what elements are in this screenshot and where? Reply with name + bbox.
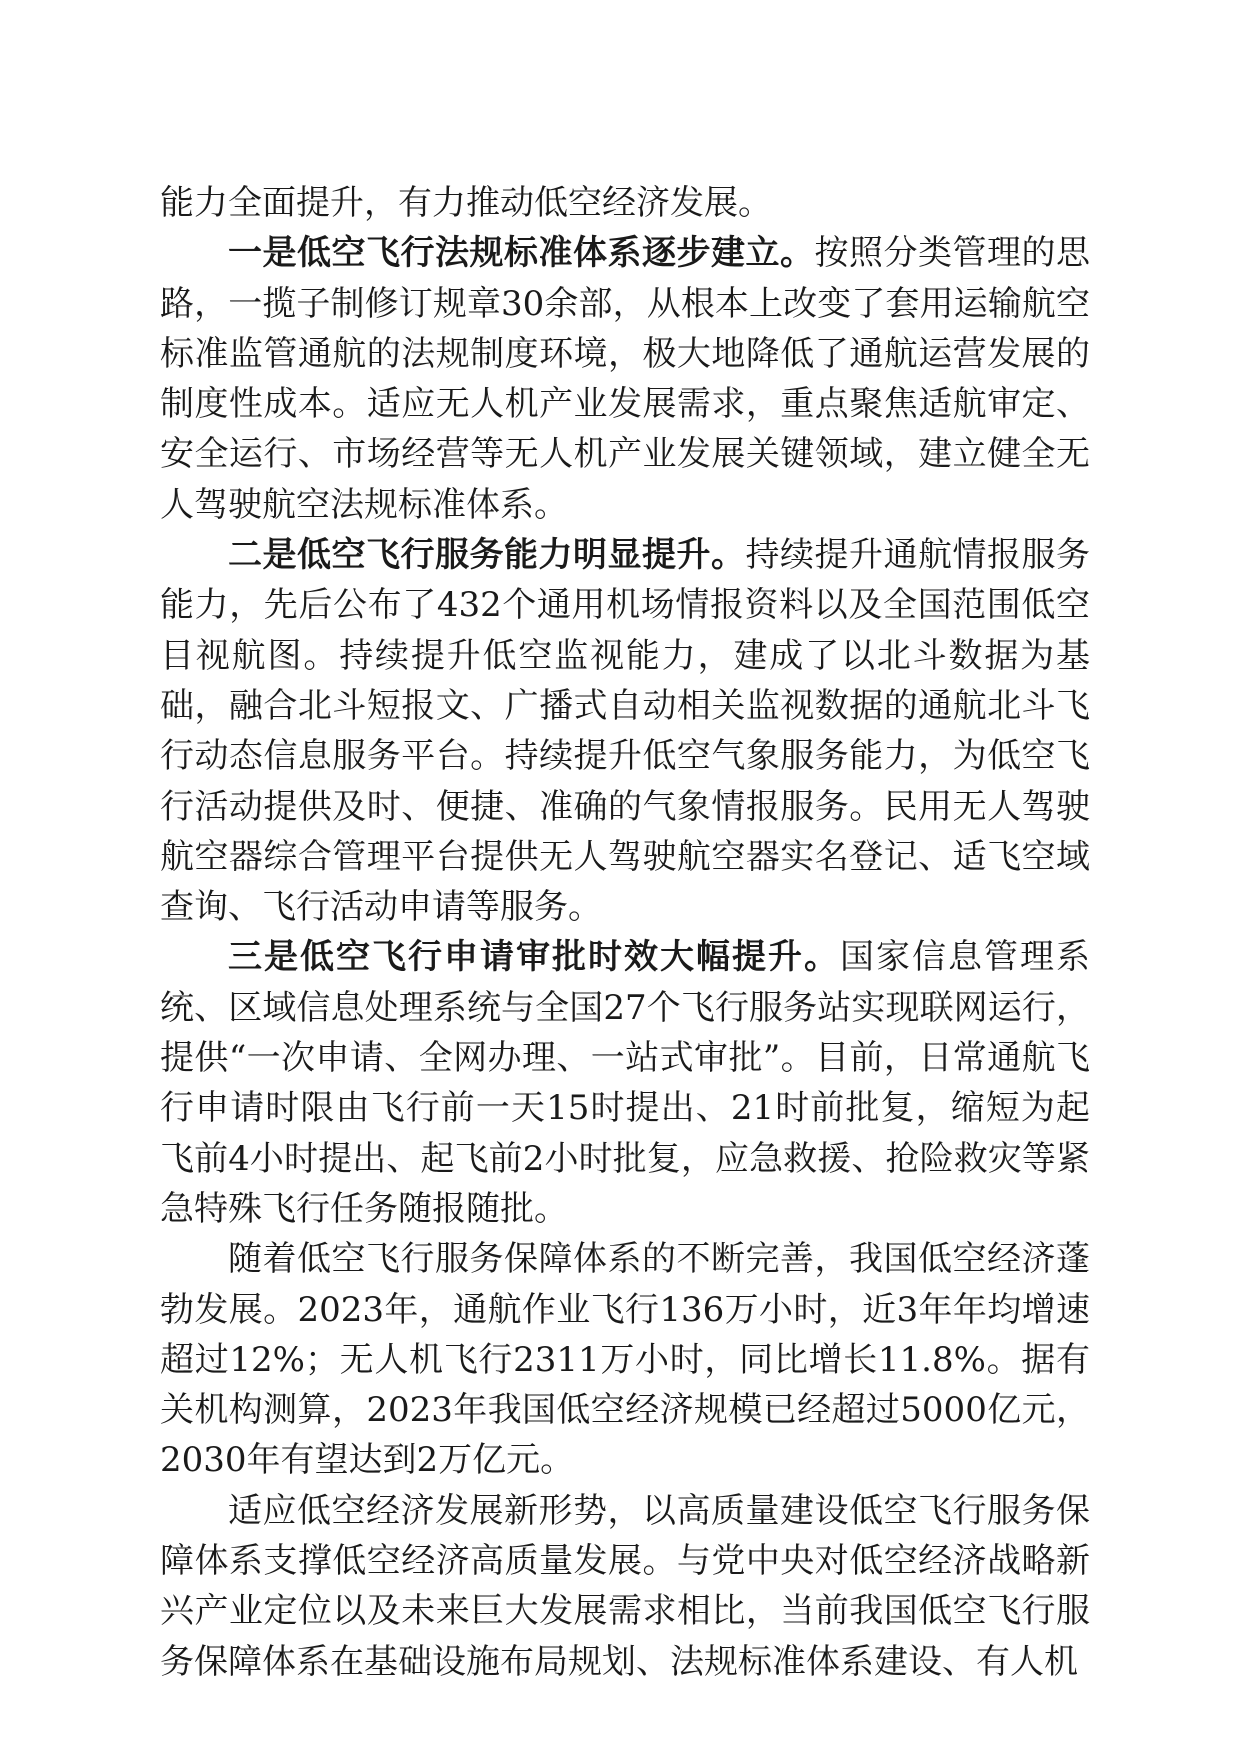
paragraph-development-statistics	[160, 1234, 1090, 1485]
paragraph-text: 国家信息管理系统、区域信息处理系统与全国27个飞行服务站实现联网运行，提供“一次申请、全网办理、一站式审批”。目前，日常通航飞行申请时限由飞行前一天15时提出、21时前批复，缩短为起飞前4小时提出、起飞前2小时批复，应急救援、抢险救灾等紧急特殊飞行任务随报随批。	[160, 937, 1090, 1229]
document-body	[160, 178, 1090, 1687]
paragraph-text: 能力全面提升，有力推动低空经济发展。	[160, 183, 772, 223]
paragraph-lead-heading: 一是低空飞行法规标准体系逐步建立。	[228, 233, 815, 274]
paragraph-new-situation	[160, 1486, 1090, 1687]
paragraph-text: 适应低空经济发展新形势，以高质量建设低空飞行服务保障体系支撑低空经济高质量发展。与党中央对低空经济战略新兴产业定位以及未来巨大发展需求相比，当前我国低空飞行服务保障体系在基础设施布局规划、法规标准体系建设、有人机	[160, 1490, 1090, 1682]
paragraph-lead-heading: 三是低空飞行申请审批时效大幅提升。	[228, 937, 840, 978]
paragraph-approval-efficiency	[160, 932, 1090, 1234]
paragraph-text: 按照分类管理的思路，一揽子制修订规章30余部，从根本上改变了套用运输航空标准监管通航的法规制度环境，极大地降低了通航运营发展的制度性成本。适应无人机产业发展需求，重点聚焦适航审定、安全运行、市场经营等无人机产业发展关键领域，建立健全无人驾驶航空法规标准体系。	[160, 233, 1090, 525]
paragraph-service-capability	[160, 530, 1090, 932]
paragraph-text: 持续提升通航情报服务能力，先后公布了432个通用机场情报资料以及全国范围低空目视航图。持续提升低空监视能力，建成了以北斗数据为基础，融合北斗短报文、广播式自动相关监视数据的通航北斗飞行动态信息服务平台。持续提升低空气象服务能力，为低空飞行活动提供及时、便捷、准确的气象情报服务。民用无人驾驶航空器综合管理平台提供无人驾驶航空器实名登记、适飞空域查询、飞行活动申请等服务。	[160, 535, 1090, 928]
paragraph-regulations	[160, 228, 1090, 530]
paragraph-continuation	[160, 178, 1090, 228]
paragraph-text: 随着低空飞行服务保障体系的不断完善，我国低空经济蓬勃发展。2023年，通航作业飞行136万小时，近3年年均增速超过12%；无人机飞行2311万小时，同比增长11.8%。据有关机构测算，2023年我国低空经济规模已经超过5000亿元，2030年有望达到2万亿元。	[160, 1239, 1090, 1481]
paragraph-lead-heading: 二是低空飞行服务能力明显提升。	[228, 535, 746, 576]
